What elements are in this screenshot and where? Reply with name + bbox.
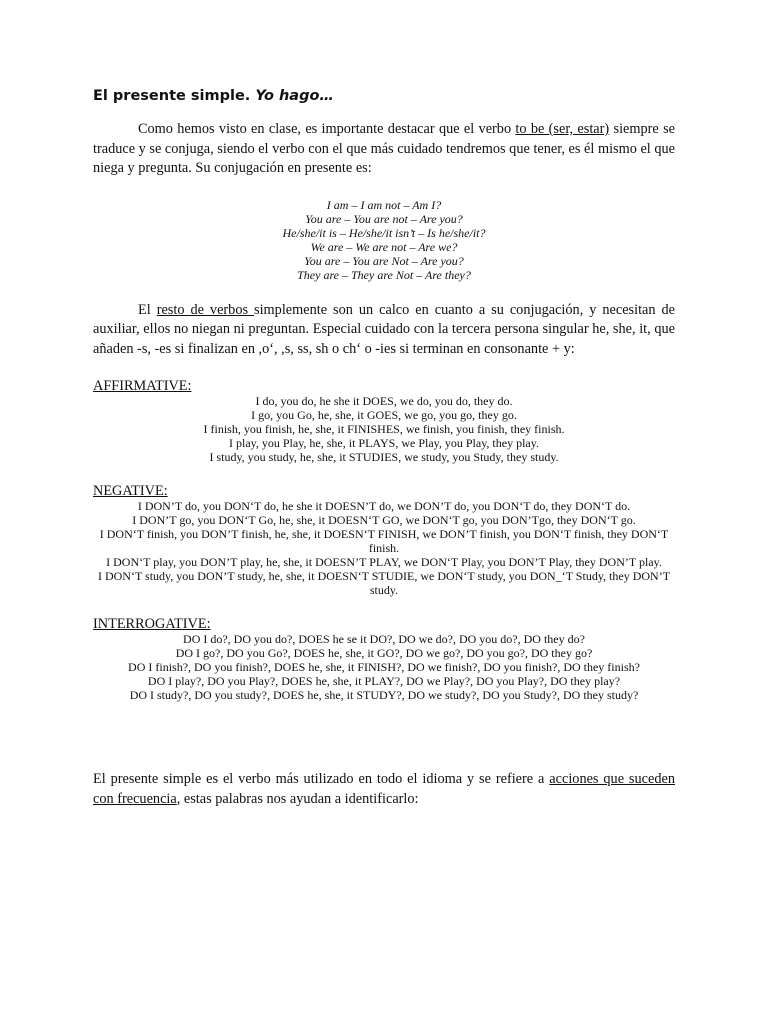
conjugation-line: I am – I am not – Am I? [326, 197, 442, 212]
closing-text-before: El presente simple es el verbo más utilizado en todo el idioma y se refiere a [93, 771, 550, 787]
title-main: El presente simple. [93, 88, 256, 104]
intro-text-before: Como hemos visto en clase, es importante destacar que el verbo [138, 121, 516, 137]
to-be-link: to be (ser, estar) [515, 121, 610, 137]
page-title [93, 86, 675, 106]
affirmative-list [93, 394, 675, 464]
affirmative-line: I study, you study, he, she, it STUDIES, we study, you Study, they study. [209, 450, 559, 464]
conjugation-line: He/she/it is – He/she/it isn’t – Is he/she/it? [282, 225, 486, 240]
interrogative-line: DO I play?, DO you Play?, DOES he, she, it PLAY?, DO we Play?, DO you Play?, DO they play? [147, 674, 621, 688]
intro-text-after: siempre se traduce y se conjuga, siendo el verbo con el que más cuidado tendremos que tener, es él mismo el que niega y pregunta. Su conjugación en presente es: [93, 121, 675, 176]
closing-text-after: , estas palabras nos ayudan a identificarlo: [176, 790, 419, 807]
frequent-actions-link: acciones que suceden con frecuencia [93, 771, 675, 807]
affirmative-line: I do, you do, he she it DOES, we do, you do, they do. [255, 394, 513, 408]
rest-of-verbs-paragraph [93, 301, 675, 360]
interrogative-line: DO I go?, DO you Go?, DOES he, she, it GO?, DO we go?, DO you go?, DO they go? [175, 646, 593, 660]
spacer [93, 282, 675, 301]
spacer [93, 702, 675, 770]
negative-heading: NEGATIVE: [93, 483, 168, 499]
to-be-conjugation-list [93, 198, 675, 282]
spacer [93, 359, 675, 378]
affirmative-line: I finish, you finish, he, she, it FINISHES, we finish, you finish, they finish. [203, 422, 565, 436]
interrogative-line: DO I do?, DO you do?, DOES he se it DO?, DO we do?, DO you do?, DO they do? [183, 632, 585, 646]
rest-text-before: El [138, 301, 157, 318]
conjugation-line: You are – You are not – Are you? [305, 211, 463, 226]
rest-text-after: simplemente son un calco en cuanto a su conjugación, y necesitan de auxiliar, ellos no niegan ni preguntan. Especial cuidado con la tercera persona singular he, she, it, que añaden -s, -es si finalizan en ,o‘, ,s, ss, sh o ch‘ o -ies si terminan en consonante + y: [93, 301, 676, 357]
interrogative-heading: INTERROGATIVE: [93, 616, 211, 632]
closing-paragraph [93, 770, 675, 809]
negative-list [93, 499, 675, 597]
interrogative-list [93, 632, 675, 702]
negative-line: I DON‘T study, you DON’T study, he, she, it DOESN‘T STUDIE, we DON‘T study, you DON_‘T Study, they DON’T study. [97, 569, 671, 597]
affirmative-line: I play, you Play, he, she, it PLAYS, we Play, you Play, they play. [229, 436, 539, 450]
affirmative-heading: AFFIRMATIVE: [93, 378, 192, 394]
affirmative-line: I go, you Go, he, she, it GOES, we go, you go, they go. [251, 408, 517, 422]
conjugation-line: We are – We are not – Are we? [310, 239, 458, 254]
negative-line: I DON’T go, you DON‘T Go, he, she, it DOESN‘T GO, we DON‘T go, you DON’Tgo, they DON‘T go. [132, 513, 636, 527]
conjugation-line: They are – They are Not – Are they? [297, 267, 471, 282]
negative-line: I DON‘T play, you DON’T play, he, she, it DOESN’T PLAY, we DON‘T Play, you DON’T Play, they DON’T play. [106, 555, 662, 569]
spacer [93, 597, 675, 616]
negative-line: I DON’T do, you DON‘T do, he she it DOESN’T do, we DON’T do, you DON‘T do, they DON‘T do. [137, 499, 631, 513]
document-page [93, 86, 675, 809]
spacer [93, 179, 675, 198]
rest-of-verbs-link: resto de verbos [156, 301, 255, 318]
title-italic: Yo hago… [255, 88, 334, 104]
spacer [93, 464, 675, 483]
interrogative-line: DO I study?, DO you study?, DOES he, she, it STUDY?, DO we study?, DO you Study?, DO they study? [129, 688, 639, 702]
interrogative-line: DO I finish?, DO you finish?, DOES he, she, it FINISH?, DO we finish?, DO you finish?, DO they finish? [128, 660, 640, 674]
negative-line: I DON‘T finish, you DON’T finish, he, she, it DOESN‘T FINISH, we DON’T finish, you DON‘T finish, they DON‘T finish. [99, 527, 669, 555]
conjugation-line: You are – You are Not – Are you? [304, 253, 464, 268]
intro-paragraph [93, 120, 675, 179]
